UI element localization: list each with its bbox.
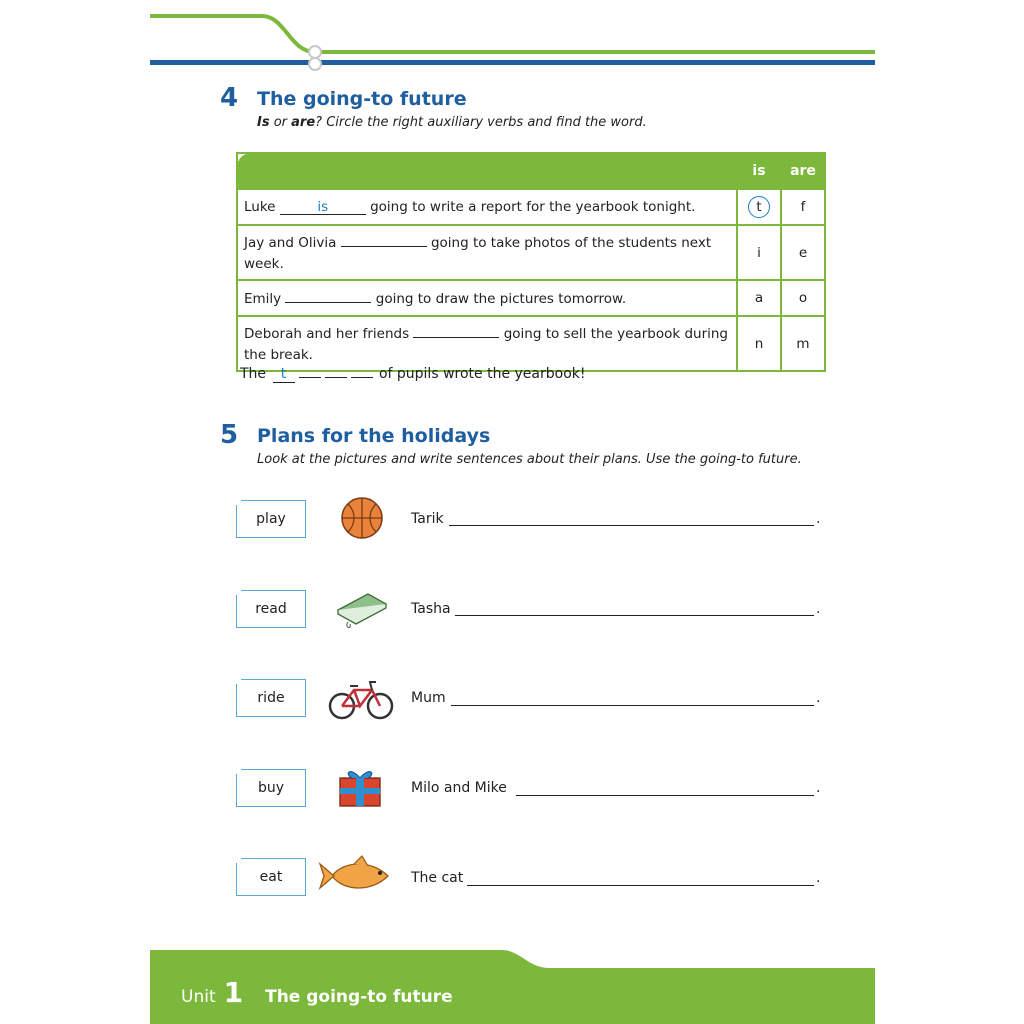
verb-box-ride: ride (236, 679, 306, 717)
answer-blank[interactable] (285, 286, 371, 303)
exercise-5-number: 5 (220, 420, 239, 450)
bicycle-icon (322, 674, 402, 724)
answer-blank[interactable] (413, 321, 499, 338)
sentence-period: . (816, 870, 821, 886)
subject-label: Mum (411, 690, 446, 706)
letter-is[interactable]: a (737, 280, 781, 316)
letter-are[interactable]: m (781, 316, 825, 371)
answer-line[interactable] (516, 795, 814, 796)
column-header-is: is (737, 153, 781, 189)
sentence-period: . (816, 690, 821, 706)
fish-icon (318, 852, 398, 902)
letter-is[interactable]: n (737, 316, 781, 371)
exercise-4-number: 4 (220, 83, 239, 113)
answer-line[interactable] (449, 525, 814, 526)
unit-title: The going-to future (265, 987, 453, 1007)
circled-letter: t (748, 196, 770, 218)
book-icon (322, 584, 402, 634)
column-header-are: are (781, 153, 825, 189)
gift-icon (322, 762, 402, 812)
sentence-period: . (816, 601, 821, 617)
table-row (237, 316, 825, 371)
sentence-period: . (816, 780, 821, 796)
word-letter-slot[interactable] (299, 377, 321, 378)
sentence-cell: Luke is going to write a report for the yearbook tonight. (237, 189, 737, 225)
exercise-4-instruction: Is or are? Circle the right auxiliary verbs and find the word. (257, 115, 647, 130)
hidden-word-sentence: The t of pupils wrote the yearbook! (240, 366, 586, 382)
verb-box-play: play (236, 500, 306, 538)
letter-are[interactable]: f (781, 189, 825, 225)
answer-blank[interactable]: is (280, 198, 366, 215)
verb-box-read: read (236, 590, 306, 628)
word-letter-slot[interactable] (351, 377, 373, 378)
subject-label: The cat (411, 870, 464, 886)
sentence-cell: Deborah and her friends going to sell the yearbook during the break. (237, 316, 737, 371)
exercise-4-title: The going-to future (257, 88, 467, 110)
exercise-5-instruction: Look at the pictures and write sentences about their plans. Use the going-to future. (257, 452, 802, 467)
footer-unit (181, 976, 453, 1009)
subject-label: Milo and Mike (411, 780, 507, 796)
table-row (237, 189, 825, 225)
subject-label: Tasha (411, 601, 451, 617)
answer-line[interactable] (467, 885, 814, 886)
unit-label: Unit (181, 987, 216, 1007)
basketball-icon (322, 494, 402, 544)
answer-blank[interactable] (341, 230, 427, 247)
header-decoration (0, 0, 1024, 80)
table-row (237, 225, 825, 280)
auxiliary-verb-table (236, 152, 826, 372)
answer-line[interactable] (451, 705, 814, 706)
sentence-period: . (816, 511, 821, 527)
letter-is[interactable] (737, 189, 781, 225)
verb-box-buy: buy (236, 769, 306, 807)
exercise-5-title: Plans for the holidays (257, 425, 491, 447)
sentence-cell: Emily going to draw the pictures tomorrow. (237, 280, 737, 316)
letter-are[interactable]: o (781, 280, 825, 316)
subject-label: Tarik (411, 511, 444, 527)
word-letter-slot[interactable]: t (273, 366, 295, 383)
letter-are[interactable]: e (781, 225, 825, 280)
answer-line[interactable] (455, 615, 814, 616)
letter-is[interactable]: i (737, 225, 781, 280)
sentence-cell: Jay and Olivia going to take photos of the students next week. (237, 225, 737, 280)
table-header-blank (237, 153, 737, 189)
word-letter-slot[interactable] (325, 377, 347, 378)
table-row (237, 280, 825, 316)
verb-box-eat: eat (236, 858, 306, 896)
unit-number: 1 (223, 976, 244, 1009)
